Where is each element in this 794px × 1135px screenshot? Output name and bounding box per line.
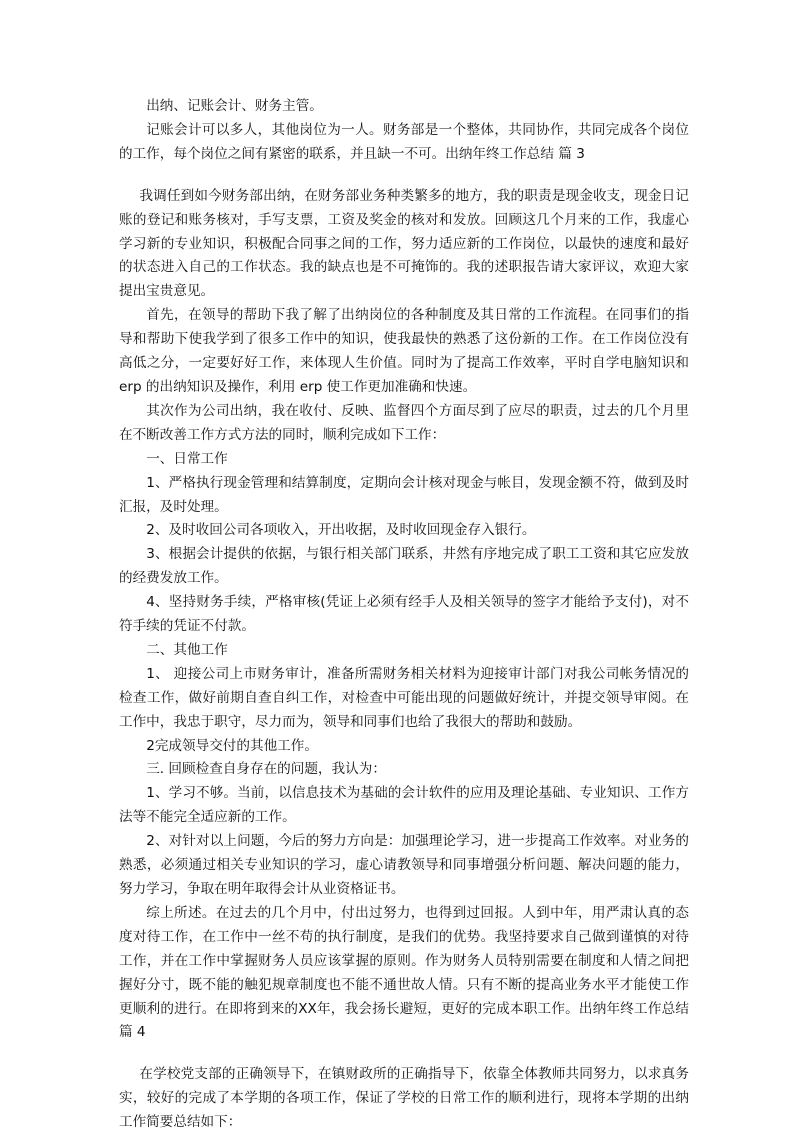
- paragraph: 综上所述。在过去的几个月中，付出过努力，也得到过回报。人到中年，用严肃认真的态度对待工作，在工作中一丝不苟的执行制度，是我们的优势。我坚持要求自己做到谨慎的对待工作，并在工作中掌握财务人员应该掌握的原则。作为财务人员特别需要在制度和人情之间把握好分寸，既不能的触犯规章制度也不能不通世故人情。只有不断的提高业务水平才能使工作更顺利的进行。在即将到来的XX年，我会扬长避短，更好的完成本职工作。出纳年终工作总结 篇 4: [119, 904, 689, 1041]
- paragraph: 1、严格执行现金管理和结算制度，定期向会计核对现金与帐目，发现金额不符，做到及时汇报，及时处理。: [119, 474, 689, 515]
- paragraph-gap: [119, 167, 689, 185]
- section-heading: 三. 回顾检查自身存在的问题，我认为：: [146, 761, 386, 778]
- paragraph: 2完成领导交付的其他工作。: [146, 737, 318, 754]
- paragraph: 2、及时收回公司各项收入，开出收据，及时收回现金存入银行。: [146, 522, 536, 539]
- paragraph: 3、根据会计提供的依据，与银行相关部门联系，井然有序地完成了职工工资和其它应发放的经费发放工作。: [119, 546, 689, 587]
- document-body: [119, 95, 689, 1135]
- paragraph: 4、坚持财务手续，严格审核(凭证上必须有经手人及相关领导的签字才能给予支付)，对不符手续的凭证不付款。: [119, 594, 689, 635]
- paragraph: 出纳、记账会计、财务主管。: [146, 98, 323, 114]
- paragraph: 1、学习不够。当前，以信息技术为基础的会计软件的应用及理论基础、专业知识、工作方法等不能完全适应新的工作。: [119, 785, 689, 826]
- section-heading: 一、日常工作: [146, 450, 228, 467]
- paragraph: 其次作为公司出纳，我在收付、反映、监督四个方面尽到了应尽的职责，过去的几个月里在不断改善工作方式方法的同时，顺利完成如下工作：: [119, 402, 689, 443]
- paragraph: 2、对针对以上问题，今后的努力方向是：加强理论学习，进一步提高工作效率。对业务的熟悉，必须通过相关专业知识的学习，虚心请教领导和同事增强分析问题、解决问题的能力，努力学习，争取在明年取得会计从业资格证书。: [119, 833, 689, 897]
- section-heading: 二、其他工作: [146, 641, 228, 658]
- paragraph: 在学校党支部的正确领导下，在镇财政所的正确指导下，依靠全体教师共同努力，以求真务实，较好的完成了本学期的各项工作，保证了学校的日常工作的顺利进行，现将本学期的出纳工作简要总结如下：: [119, 1066, 689, 1131]
- paragraph-gap: [119, 1045, 689, 1063]
- paragraph: 首先，在领导的帮助下我了解了出纳岗位的各种制度及其日常的工作流程。在同事们的指导和帮助下使我学到了很多工作中的知识，使我最快的熟悉了这份新的工作。在工作岗位没有高低之分，一定要好好工作，来体现人生价值。同时为了提高工作效率，平时自学电脑知识和 erp 的出纳知识及操作，利用 erp 使工作更加准确和快速。: [119, 307, 689, 395]
- paragraph: 1、 迎接公司上市财务审计，准备所需财务相关材料为迎接审计部门对我公司帐务情况的检查工作，做好前期自查自纠工作，对检查中可能出现的问题做好统计，并提交领导审阅。在工作中，我忠于职守，尽力而为，领导和同事们也给了我很大的帮助和鼓励。: [119, 665, 689, 730]
- paragraph: 记账会计可以多人，其他岗位为一人。财务部是一个整体，共同协作，共同完成各个岗位的工作，每个岗位之间有紧密的联系，并且缺一不可。出纳年终工作总结 篇 3: [119, 121, 689, 162]
- paragraph: 我调任到如今财务部出纳，在财务部业务种类繁多的地方，我的职责是现金收支，现金日记账的登记和账务核对，手写支票，工资及奖金的核对和发放。回顾这几个月来的工作，我虚心学习新的专业知识，积极配合同事之间的工作，努力适应新的工作岗位，以最快的速度和最好的状态进入自己的工作状态。我的缺点也是不可掩饰的。我的述职报告请大家评议，欢迎大家提出宝贵意见。: [119, 187, 689, 300]
